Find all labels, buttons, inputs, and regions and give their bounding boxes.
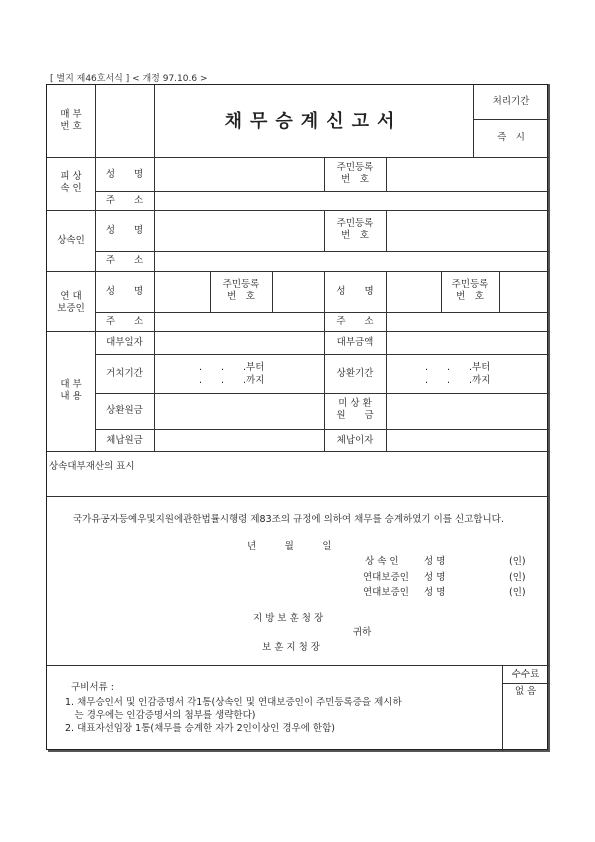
overdue-principal-field[interactable] — [155, 430, 323, 451]
form-title: 채무승계신고서 — [224, 111, 403, 132]
debt-succession-form — [46, 84, 548, 750]
deceased-address-field[interactable] — [155, 192, 547, 210]
signer-guarantor-1-seal: (인) — [509, 572, 526, 583]
processing-period-value: 즉 시 — [497, 132, 525, 143]
declaration-date: 년 월 일 — [247, 541, 332, 552]
repaid-principal-label: 상환원금 — [106, 405, 143, 416]
deceased-section-label: 피 상 속 인 — [60, 171, 82, 194]
signer-heir-seal: (인) — [509, 556, 526, 567]
guarantor-address-label: 주 소 — [105, 316, 144, 327]
recipient-regional-office: 지 방 보 훈 청 장 — [253, 613, 324, 624]
deceased-rrn-field[interactable] — [387, 158, 547, 191]
repaid-principal-field[interactable] — [155, 394, 323, 429]
guarantor-2-name-label: 성 명 — [336, 286, 374, 297]
fee-value: 없 음 — [514, 686, 537, 697]
fee-label: 수수료 — [511, 669, 540, 680]
signer-guarantor-2-role: 연대보증인 — [363, 587, 409, 598]
guarantor-2-name-field[interactable] — [387, 272, 441, 312]
guarantor-section-label: 연 대 보증인 — [57, 291, 85, 314]
guarantor-2-rrn-label: 주민등록 번 호 — [451, 279, 489, 302]
heir-address-field[interactable] — [155, 252, 547, 271]
heir-name-field[interactable] — [155, 211, 323, 251]
heir-rrn-label: 주민등록 번 호 — [336, 218, 374, 241]
overdue-interest-field[interactable] — [387, 430, 547, 451]
estate-label: 상속대부재산의 표시 — [49, 461, 135, 472]
overdue-principal-label: 체납원금 — [106, 435, 143, 446]
heir-address-label: 주 소 — [105, 255, 144, 266]
signer-guarantor-1-name-label: 성 명 — [424, 572, 446, 583]
unpaid-principal-field[interactable] — [387, 394, 547, 429]
declaration-statement: 국가유공자등예우및지원에관한법률시행령 제83조의 규정에 의하여 채무를 승계하였기 이를 신고합니다. — [73, 514, 504, 525]
deceased-name-label: 성 명 — [105, 169, 144, 180]
shadow-bottom — [48, 750, 550, 752]
guarantor-2-rrn-field[interactable] — [500, 272, 547, 312]
guarantor-name-field[interactable] — [155, 272, 210, 312]
signer-guarantor-2-seal: (인) — [509, 587, 526, 598]
unpaid-principal-label: 미 상 환 원 금 — [336, 398, 374, 421]
repayment-period-value[interactable]: . . .부터 . . .까지 — [425, 362, 491, 386]
signer-heir-name-label: 성 명 — [424, 556, 446, 567]
estate-field[interactable] — [47, 475, 547, 495]
loan-amount-field[interactable] — [387, 332, 547, 354]
repayment-period-label: 상환기간 — [336, 368, 374, 379]
loan-section-label: 대 부 내 용 — [60, 379, 82, 402]
heir-rrn-field[interactable] — [387, 211, 547, 251]
guarantor-2-address-field[interactable] — [387, 313, 547, 331]
required-document-item: 는 경우에는 인감증명서의 첨부를 생략한다) — [65, 710, 256, 721]
heir-section-label: 상속인 — [57, 235, 85, 246]
shadow-right — [548, 84, 550, 752]
overdue-interest-label: 체납이자 — [336, 435, 374, 446]
loan-amount-label: 대부금액 — [336, 337, 374, 348]
guarantor-2-address-label: 주 소 — [336, 316, 374, 327]
loan-number-label: 매 부 번 호 — [60, 109, 82, 132]
signer-heir-role: 상 속 인 — [365, 556, 399, 567]
form-reference: [ 별지 제46호서식 ] < 개정 97.10.6 > — [50, 74, 208, 84]
deceased-name-field[interactable] — [155, 158, 323, 191]
guarantor-name-label: 성 명 — [105, 286, 144, 297]
loan-date-label: 대부일자 — [106, 337, 143, 348]
heir-name-label: 성 명 — [105, 225, 144, 236]
deceased-address-label: 주 소 — [105, 195, 144, 206]
grace-period-label: 거치기간 — [106, 368, 143, 379]
grace-period-value[interactable]: . . .부터 . . .까지 — [199, 362, 265, 386]
loan-number-field[interactable] — [95, 99, 154, 149]
required-document-item: 1. 채무승인서 및 인감증명서 각1통(상속인 및 연대보증인이 주민등록증을 제시하 — [65, 697, 402, 708]
guarantor-rrn-field[interactable] — [273, 272, 324, 312]
guarantor-rrn-label: 주민등록 번 호 — [222, 279, 260, 302]
guarantor-address-field[interactable] — [155, 313, 323, 331]
signer-guarantor-2-name-label: 성 명 — [424, 587, 446, 598]
required-documents-title: 구비서류 : — [71, 682, 114, 693]
loan-date-field[interactable] — [155, 332, 323, 354]
recipient-honorific: 귀하 — [353, 627, 372, 638]
deceased-rrn-label: 주민등록 번 호 — [336, 162, 374, 185]
required-documents — [65, 681, 402, 735]
processing-period-label: 처리기간 — [492, 96, 530, 107]
recipient-branch-office: 보 훈 지 청 장 — [262, 642, 320, 653]
signer-guarantor-1-role: 연대보증인 — [363, 572, 409, 583]
required-document-item: 2. 대표자선임장 1통(채무를 승계한 자가 2인이상인 경우에 한함) — [65, 723, 335, 734]
